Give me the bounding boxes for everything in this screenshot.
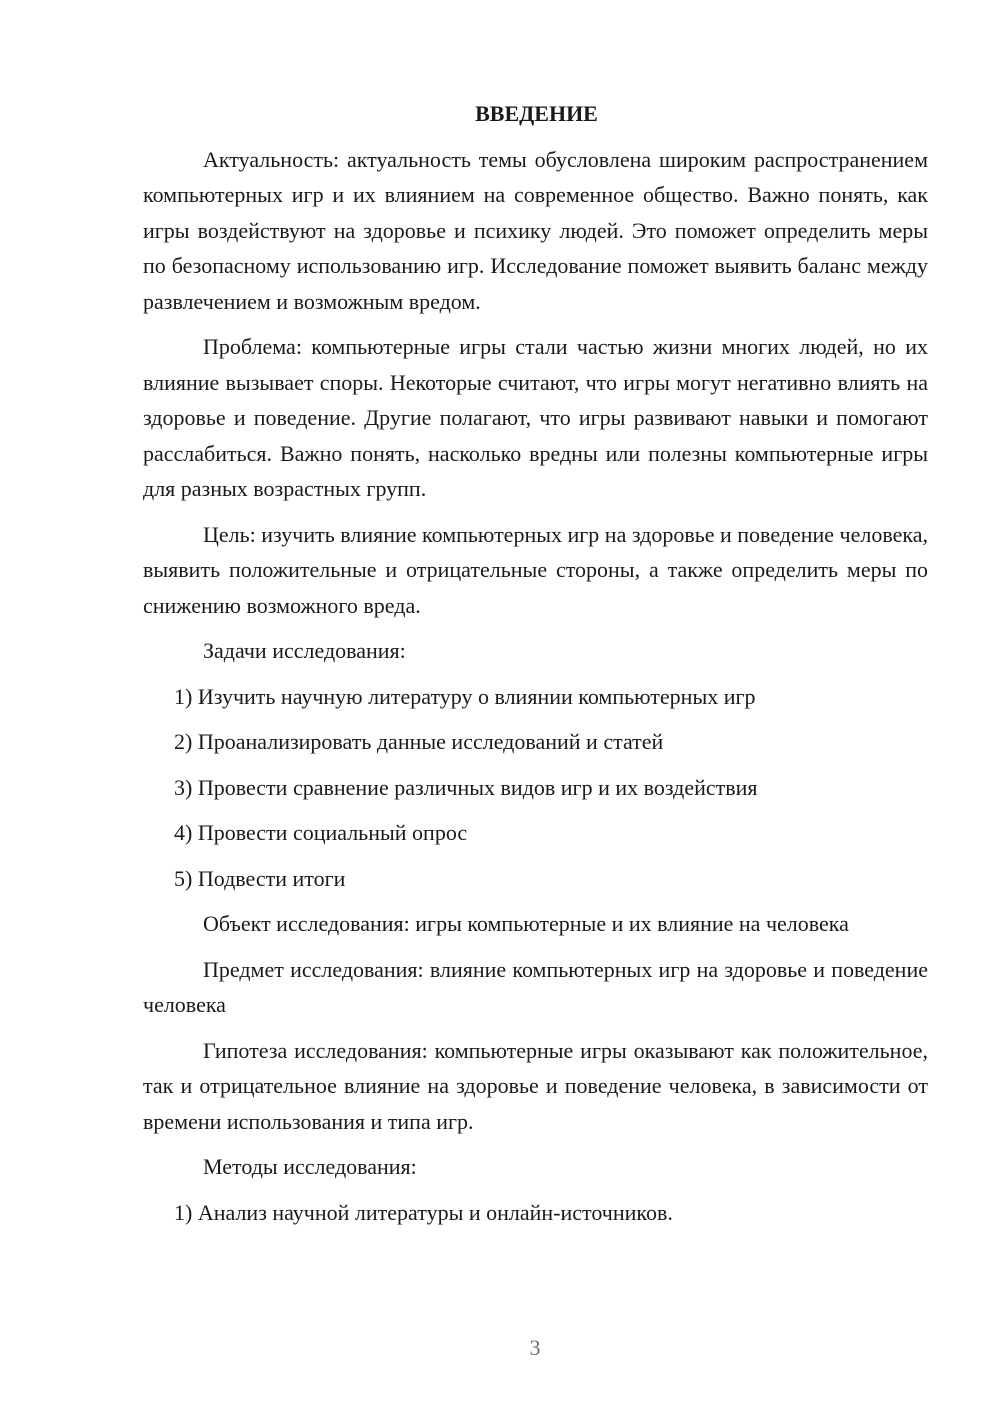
tasks-heading: Задачи исследования: bbox=[203, 638, 406, 663]
section-title: ВВЕДЕНИЕ bbox=[475, 101, 598, 126]
list-item: 1) Изучить научную литературу о влиянии компьютерных игр bbox=[174, 683, 756, 709]
relevance-paragraph: Актуальность: актуальность темы обусловлена широким распространением компьютерных игр и их влиянием на современное общество. Важно понять, как игры воздействуют на здоровье и психику людей. Это поможет определить меры по безопасному использованию игр. Исследование поможет выявить баланс между развлечением и возможным вредом. bbox=[143, 146, 928, 314]
list-item: 1) Анализ научной литературы и онлайн-источников. bbox=[174, 1199, 673, 1225]
hypothesis-paragraph: Гипотеза исследования: компьютерные игры оказывают как положительное, так и отрицательное влияние на здоровье и поведение человека, в зависимости от времени использования и типа игр. bbox=[143, 1037, 928, 1134]
document-page bbox=[143, 96, 928, 1240]
tasks-list bbox=[143, 679, 928, 897]
page-number: 3 bbox=[529, 1335, 541, 1360]
list-item: 2) Проанализировать данные исследований и статей bbox=[174, 729, 664, 754]
list-item: 5) Подвести итоги bbox=[174, 865, 346, 891]
list-item: 3) Провести сравнение различных видов игр и их воздействия bbox=[174, 774, 758, 800]
problem-paragraph: Проблема: компьютерные игры стали частью жизни многих людей, но их влияние вызывает споры. Некоторые считают, что игры могут негативно влиять на здоровье и поведение. Другие полагают, что игры развивают навыки и помогают расслабиться. Важно понять, насколько вредны или полезны компьютерные игры для разных возрастных групп. bbox=[143, 334, 928, 501]
object-paragraph: Объект исследования: игры компьютерные и их влияние на человека bbox=[203, 911, 849, 936]
subject-paragraph: Предмет исследования: влияние компьютерных игр на здоровье и поведение человека bbox=[143, 956, 928, 1017]
methods-list bbox=[143, 1195, 928, 1231]
methods-heading: Методы исследования: bbox=[203, 1154, 417, 1179]
goal-paragraph: Цель: изучить влияние компьютерных игр на здоровье и поведение человека, выявить положительные и отрицательные стороны, а также определить меры по снижению возможного вреда. bbox=[143, 521, 929, 618]
list-item: 4) Провести социальный опрос bbox=[174, 820, 468, 845]
